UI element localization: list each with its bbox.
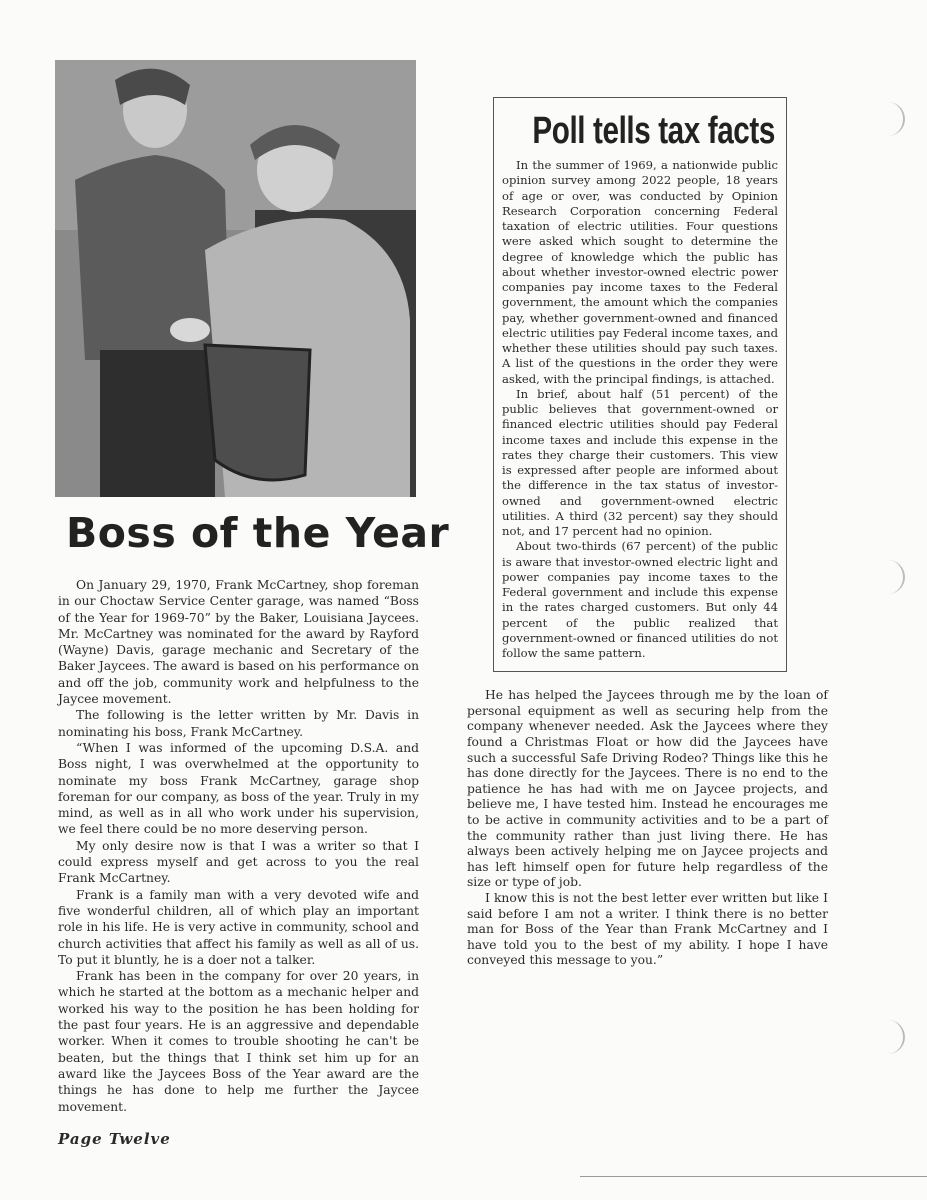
poll-paragraph: About two-thirds (67 percent) of the public is aware that investor-owned electric light and power companies pay income taxes to the Federal government and include this expense in the rates charged customers. But only 44 percent of the public realized that government-owned or financed utilities do not follow the same pattern. [502, 539, 778, 660]
article-paragraph: My only desire now is that I was a writer so that I could express myself and get across to you the real Frank McCartney. [58, 838, 419, 886]
article-paragraph: Frank is a family man with a very devoted wife and five wonderful children, all of which play an important role in his life. He is very active in community, school and church activities that affect his family as well as all of us. To put it bluntly, he is a doer not a talker. [58, 887, 419, 967]
article-paragraph: Frank has been in the company for over 20 years, in which he started at the bottom as a mechanic helper and worked his way to the position he has been holding for the past four years. He is an aggressive and dependable worker. When it comes to trouble shooting he can't be beaten, but the things that I think set him up for an award like the Jaycees Boss of the Year award are the things he has done to help me further the Jaycee movement. [58, 969, 419, 1114]
poll-paragraph: In brief, about half (51 percent) of the public believes that government-owned or financed electric utilities should pay Federal income taxes and include this expense in the rates they charge their customers. This view is expressed after people are informed about the difference in the tax status of investor-owned and government-owned electric utilities. A third (32 percent) say they should not, and 17 percent had no opinion. [502, 386, 778, 538]
article-continued [467, 688, 828, 969]
article-title: Boss of the Year [66, 509, 450, 557]
poll-sidebar-box [493, 97, 787, 672]
article-paragraph: On January 29, 1970, Frank McCartney, shop foreman in our Choctaw Service Center garage, was named “Boss of the Year for 1969-70” by the Baker, Louisiana Jaycees. Mr. McCartney was nominated for the award by Rayford (Wayne) Davis, garage mechanic and Secretary of the Baker Jaycees. The award is based on his performance on and off the job, community work and helpfulness to the Jaycee movement. [58, 578, 420, 707]
award-photo [55, 60, 416, 497]
article-paragraph: “When I was informed of the upcoming D.S.A. and Boss night, I was overwhelmed at the opportunity to nominate my boss Frank McCartney, garage shop foreman for our company, as boss of the year. Truly in my mind, as well as in all who work under his supervision, we feel there could be no more deserving person. [58, 740, 419, 837]
article-body [58, 577, 419, 1115]
article-paragraph: The following is the letter written by Mr. Davis in nominating his boss, Frank McCartney. [58, 708, 419, 739]
article-paragraph: He has helped the Jaycees through me by the loan of personal equipment as well as securing help from the company whenever needed. Ask the Jaycees where they found a Christmas Float or how did the Jaycees have such a successful Safe Driving Rodeo? Things like this he has done directly for the Jaycees. There is no end to the patience he has had with me on Jaycee projects, and believe me, I have tested him. Instead he encourages me to be active in community activities and to be a part of the community rather than just living there. He has always been actively helping me on Jaycee projects and has left himself open for future help regardless of the size or type of job. [467, 688, 828, 890]
punch-hole-mark [885, 560, 905, 594]
page-number-label: Page Twelve [58, 1129, 171, 1148]
poll-body [502, 158, 778, 661]
punch-hole-mark [885, 1020, 905, 1054]
punch-hole-mark [885, 102, 905, 136]
poll-title: Poll tells tax facts [532, 110, 775, 152]
article-paragraph: I know this is not the best letter ever written but like I said before I am not a writer. I think there is no better man for Boss of the Year than Frank McCartney and I have told you to the best of my ability. I hope I have conveyed this message to you.” [467, 890, 828, 968]
left-column [58, 577, 419, 1149]
right-column [467, 97, 828, 969]
poll-paragraph: In the summer of 1969, a nationwide public opinion survey among 2022 people, 18 years of age or over, was conducted by Opinion Research Corporation concerning Federal taxation of electric utilities. Four questions were asked which sought to determine the degree of knowledge which the public has about whether investor-owned electric power companies pay income taxes to the Federal government, the amount which the companies pay, whether government-owned and financed electric utilities pay Federal income taxes, and whether these utilities should pay such taxes. A list of the questions in the order they were asked, with the principal findings, is attached. [502, 158, 778, 386]
bottom-rule [580, 1176, 927, 1177]
